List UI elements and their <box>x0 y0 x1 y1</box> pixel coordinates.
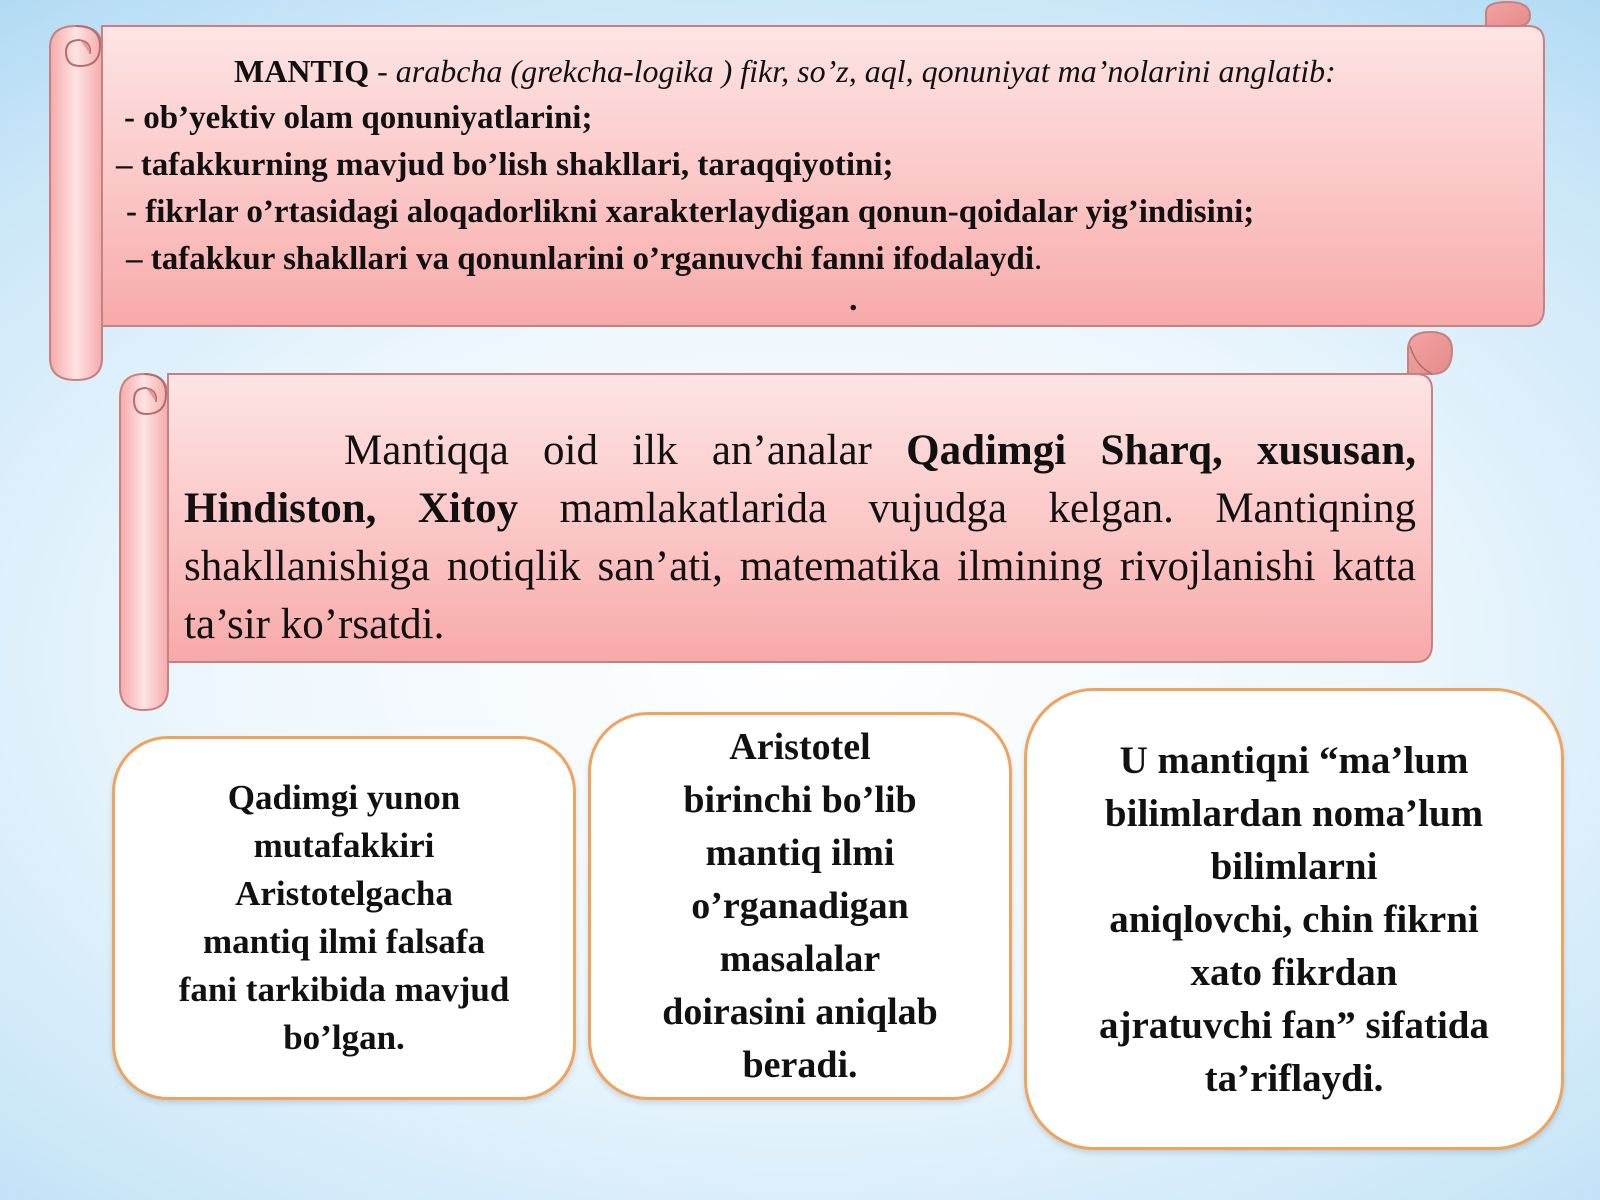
history-scroll <box>116 326 1456 714</box>
decorative-dot: . <box>849 281 858 318</box>
highlight-regions: Qadimgi Sharq, xususan, Hindiston, Xitoy <box>184 427 1416 532</box>
term-definition: arabcha (grekcha-logika ) fikr, so’z, aql, qonuniyat ma’nolarini anglatib: <box>395 53 1336 89</box>
info-box-aristotle: Aristotel birinchi bo’lib mantiq ilmi o’rganadigan masalalar doirasini aniqlab beradi. <box>588 712 1012 1100</box>
list-item: – tafakkur shakllari va qonunlarini o’rganuvchi fanni ifodalaydi. <box>126 241 1043 277</box>
list-item: - fikrlar o’rtasidagi aloqadorlikni xarakterlaydigan qonun-qoidalar yig’indisini; <box>126 194 1255 230</box>
list-item: – tafakkurning mavjud bo’lish shakllari, taraqqiyotini; <box>116 147 894 183</box>
info-box-pre-aristotle: Qadimgi yunon mutafakkiri Aristotelgacha mantiq ilmi falsafa fani tarkibida mavjud bo’lgan. <box>112 736 576 1100</box>
definition-text <box>116 48 1526 318</box>
term-mantiq: MANTIQ <box>234 53 370 89</box>
list-item: - ob’yektiv olam qonuniyatlarini; <box>124 100 593 136</box>
history-paragraph: Mantiqqa oid ilk an’analar Qadimgi Sharq, xususan, Hindiston, Xitoy mamlakatlarida vujudga kelgan. Mantiqning shakllanishiga notiqlik san’ati, matematika ilmining rivojlanishi katta ta’sir ko’rsatdi. <box>184 427 1416 648</box>
info-box-definition: U mantiqni “ma’lum bilimlardan noma’lum bilimlarni aniqlovchi, chin fikrni xato fikrdan ajratuvchi fan” sifatida ta’riflaydi. <box>1024 688 1564 1150</box>
definition-heading: MANTIQ - arabcha (grekcha-logika ) fikr, so’z, aql, qonuniyat ma’nolarini anglatib: <box>234 53 1336 89</box>
